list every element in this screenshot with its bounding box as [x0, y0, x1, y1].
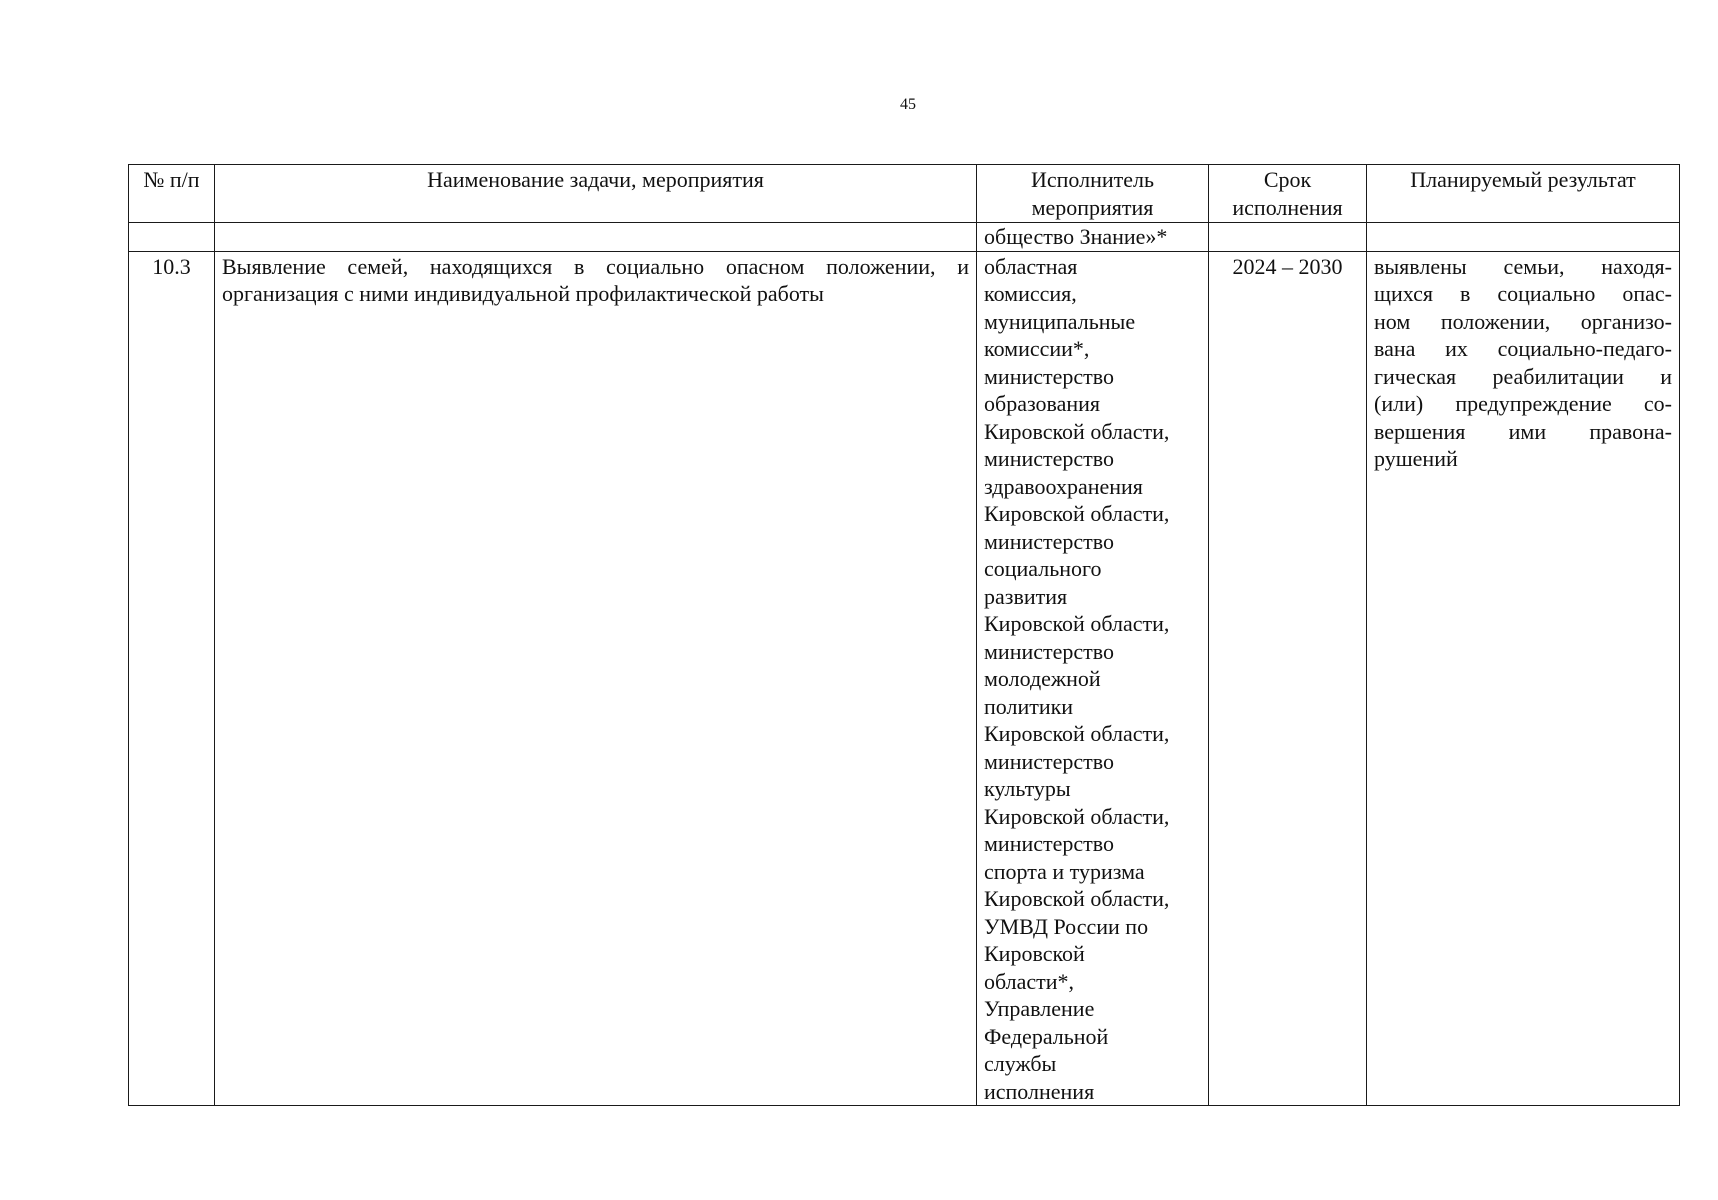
- table-row: [129, 251, 1680, 1106]
- executor-line: муниципальные: [984, 308, 1136, 334]
- table-header-row: [129, 165, 1680, 223]
- executor-line: Кировской области,: [984, 886, 1170, 911]
- executor-line: комиссия,: [984, 281, 1077, 306]
- executor-line: исполнения: [984, 1078, 1095, 1104]
- executor-line: министерство: [984, 446, 1115, 471]
- header-num: № п/п: [129, 165, 215, 223]
- executor-line: развития: [984, 583, 1068, 609]
- executor-line: министерство: [984, 363, 1115, 389]
- cell-result: [1367, 223, 1680, 252]
- cell-num: 10.3: [129, 251, 215, 1106]
- header-name: Наименование задачи, мероприятия: [215, 165, 977, 223]
- executor-line: областная: [984, 253, 1078, 279]
- result-line: (или) предупреждение со-: [1374, 391, 1672, 416]
- executor-line: министерство: [984, 831, 1115, 856]
- result-line: рушений: [1374, 446, 1458, 471]
- header-term: Срок исполнения: [1209, 165, 1367, 223]
- result-line: вершения ими правона-: [1374, 418, 1672, 444]
- executor-line: спорта и туризма: [984, 858, 1145, 884]
- executor-line: Кировской: [984, 941, 1085, 966]
- executor-line: Федеральной: [984, 1023, 1109, 1049]
- executor-line: Кировской области,: [984, 803, 1170, 829]
- executor-line: здравоохранения: [984, 473, 1143, 499]
- table-row-continued: [129, 223, 1680, 252]
- executor-line: культуры: [984, 776, 1071, 801]
- cell-num: [129, 223, 215, 252]
- executor-line: социального: [984, 556, 1102, 581]
- executor-line: политики: [984, 693, 1074, 719]
- executor-line: Кировской области,: [984, 721, 1170, 746]
- executor-line: молодежной: [984, 666, 1101, 691]
- executor-line: УМВД России по: [984, 913, 1149, 939]
- executor-line: службы: [984, 1051, 1057, 1076]
- plan-table: [128, 164, 1680, 1106]
- header-executor: Исполнитель мероприятия: [977, 165, 1209, 223]
- result-line: гическая реабилитации и: [1374, 363, 1672, 389]
- cell-term: 2024 – 2030: [1209, 251, 1367, 1106]
- executor-line: Управление: [984, 996, 1095, 1021]
- page-number: 45: [900, 96, 916, 113]
- result-line: выявлены семьи, находя-: [1374, 253, 1672, 279]
- executor-line: области*,: [984, 968, 1075, 994]
- result-line: щихся в социально опас-: [1374, 281, 1672, 306]
- executor-line: министерство: [984, 528, 1115, 554]
- cell-executor: [977, 251, 1209, 1106]
- executor-line: образования: [984, 391, 1101, 416]
- executor-line: министерство: [984, 748, 1115, 774]
- cell-name: Выявление семей, находящихся в социально опасном положении, и организация с ними индивидуальной профилактической работы: [215, 251, 977, 1106]
- executor-line: Кировской области,: [984, 418, 1170, 444]
- result-line: вана их социально-педаго-: [1374, 336, 1672, 361]
- executor-line: Кировской области,: [984, 501, 1170, 526]
- cell-executor: общество Знание»*: [977, 223, 1209, 252]
- result-line: ном положении, организо-: [1374, 308, 1672, 334]
- executor-line: комиссии*,: [984, 336, 1090, 361]
- executor-line: министерство: [984, 638, 1115, 664]
- executor-line: Кировской области,: [984, 611, 1170, 636]
- cell-term: [1209, 223, 1367, 252]
- cell-result: [1367, 251, 1680, 1106]
- header-result: Планируемый результат: [1367, 165, 1680, 223]
- cell-name: [215, 223, 977, 252]
